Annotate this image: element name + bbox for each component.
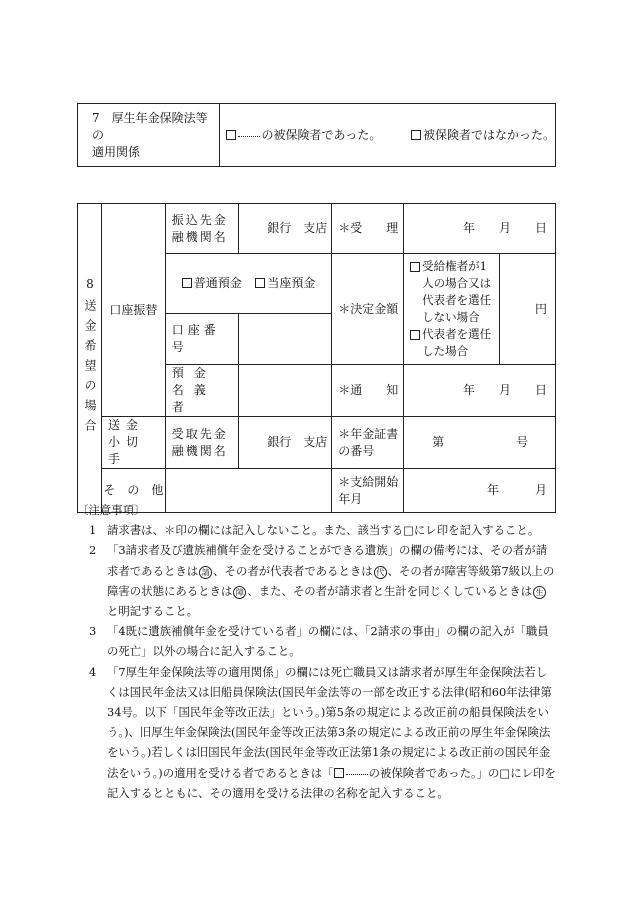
- payment-start-label: ＊支給開始年月: [332, 469, 404, 513]
- notice-label: ＊通 知: [332, 365, 404, 417]
- receiving-bank-field[interactable]: 銀行 支店: [238, 417, 332, 469]
- checkbox-case1[interactable]: [410, 262, 420, 272]
- transfer-bank-field[interactable]: 銀行 支店: [238, 204, 332, 254]
- section8-vertical-label: 8送金希望の場合: [78, 204, 102, 513]
- checkbox-icon: [334, 768, 344, 778]
- notes: [77, 500, 557, 803]
- reception-date[interactable]: 年 月 日: [404, 204, 556, 254]
- checkbox-current[interactable]: [255, 278, 265, 288]
- other-label: そ の 他: [101, 469, 165, 513]
- depositor-field[interactable]: [238, 365, 332, 417]
- mark-representative-icon: 代: [374, 566, 387, 579]
- bank-transfer-label: 口座振替: [101, 204, 165, 417]
- receiving-bank-label: 受取先金融機関名: [165, 417, 238, 469]
- note-1: 1 請求書は、＊印の欄には記入しないこと。また、該当する□にレ印を記入すること。: [89, 523, 540, 538]
- decision-amount-label: ＊決定金額: [332, 254, 404, 365]
- decision-amount-yen[interactable]: 円: [500, 254, 556, 365]
- notice-date[interactable]: 年 月 日: [404, 365, 556, 417]
- checkbox-ordinary[interactable]: [182, 278, 192, 288]
- checkbox-covered[interactable]: [226, 130, 236, 140]
- section7-label: 7 厚生年金保険法等の 適用関係: [78, 104, 220, 167]
- section7-options: の被保険者であった。 被保険者ではなかった。: [220, 104, 556, 167]
- depositor-label: 預金名義者: [165, 365, 238, 417]
- note-4: 4 「7厚生年金保険法等の適用関係」の欄には死亡職員又は請求者が厚生年金保険法若しくは国民年金法又は旧船員保険法(国民年金法等の一部を改正する法律(昭和60年法律第34号。以下「国民年金等改正法」という。)第5条の規定による改正前の船員保険法をいう。)、旧厚生年金保険法(国民年金等改正法第3条の規定による改正前の厚生年金保険法をいう。)若しくは旧国民年金法(国民年金等改正法第1条の規定による改正前の国民年金法をいう。)の適用を受ける者であるときは「 の被保険者であった。」の□にレ印を記入するとともに、その適用を受ける法律の名称を記入すること。: [89, 664, 556, 800]
- blank-dots: [238, 136, 260, 137]
- notes-heading: 〔注意事項〕: [77, 503, 146, 517]
- account-number-field[interactable]: [238, 313, 332, 364]
- checkbox-not-covered[interactable]: [411, 130, 421, 140]
- pension-cert-number[interactable]: 第 号: [404, 417, 556, 469]
- account-number-label: 口座番号: [165, 313, 238, 364]
- section8-table: [77, 203, 556, 513]
- account-type-options: 普通預金 当座預金: [165, 254, 332, 314]
- section7-table: [77, 103, 556, 167]
- pension-cert-label: ＊年金証書の番号: [332, 417, 404, 469]
- mark-request-icon: 請: [199, 566, 212, 579]
- decision-amount-cases: 受給権者が1人の場合又は代表者を選任しない場合 代表者を選任した場合: [404, 254, 500, 365]
- mark-disabled-icon: 障: [233, 586, 246, 599]
- reception-label: ＊受 理: [332, 204, 404, 254]
- checkbox-case2[interactable]: [410, 330, 420, 340]
- blank-dots: [346, 774, 368, 775]
- mark-living-icon: 生: [533, 586, 546, 599]
- transfer-bank-label: 振込先金融機関名: [165, 204, 238, 254]
- money-order-label: 送金小切手: [101, 417, 165, 469]
- payment-start-field[interactable]: 年 月: [404, 469, 556, 513]
- note-3: 3 「4既に遺族補償年金を受けている者」の欄には、「2請求の事由」の欄の記入が「職員の死亡」以外の場合に記入すること。: [89, 624, 549, 659]
- note-2: 2 「3請求者及び遺族補償年金を受けることができる遺族」の欄の備考には、その者が請求者であるときは 請 、その者が代表者であるときは 代 、その者が障害等級第7級以上の障害の状態にあるときは 障 、また、その者が請求者と生計を同じくしているときは 生と明記すること。: [89, 543, 555, 619]
